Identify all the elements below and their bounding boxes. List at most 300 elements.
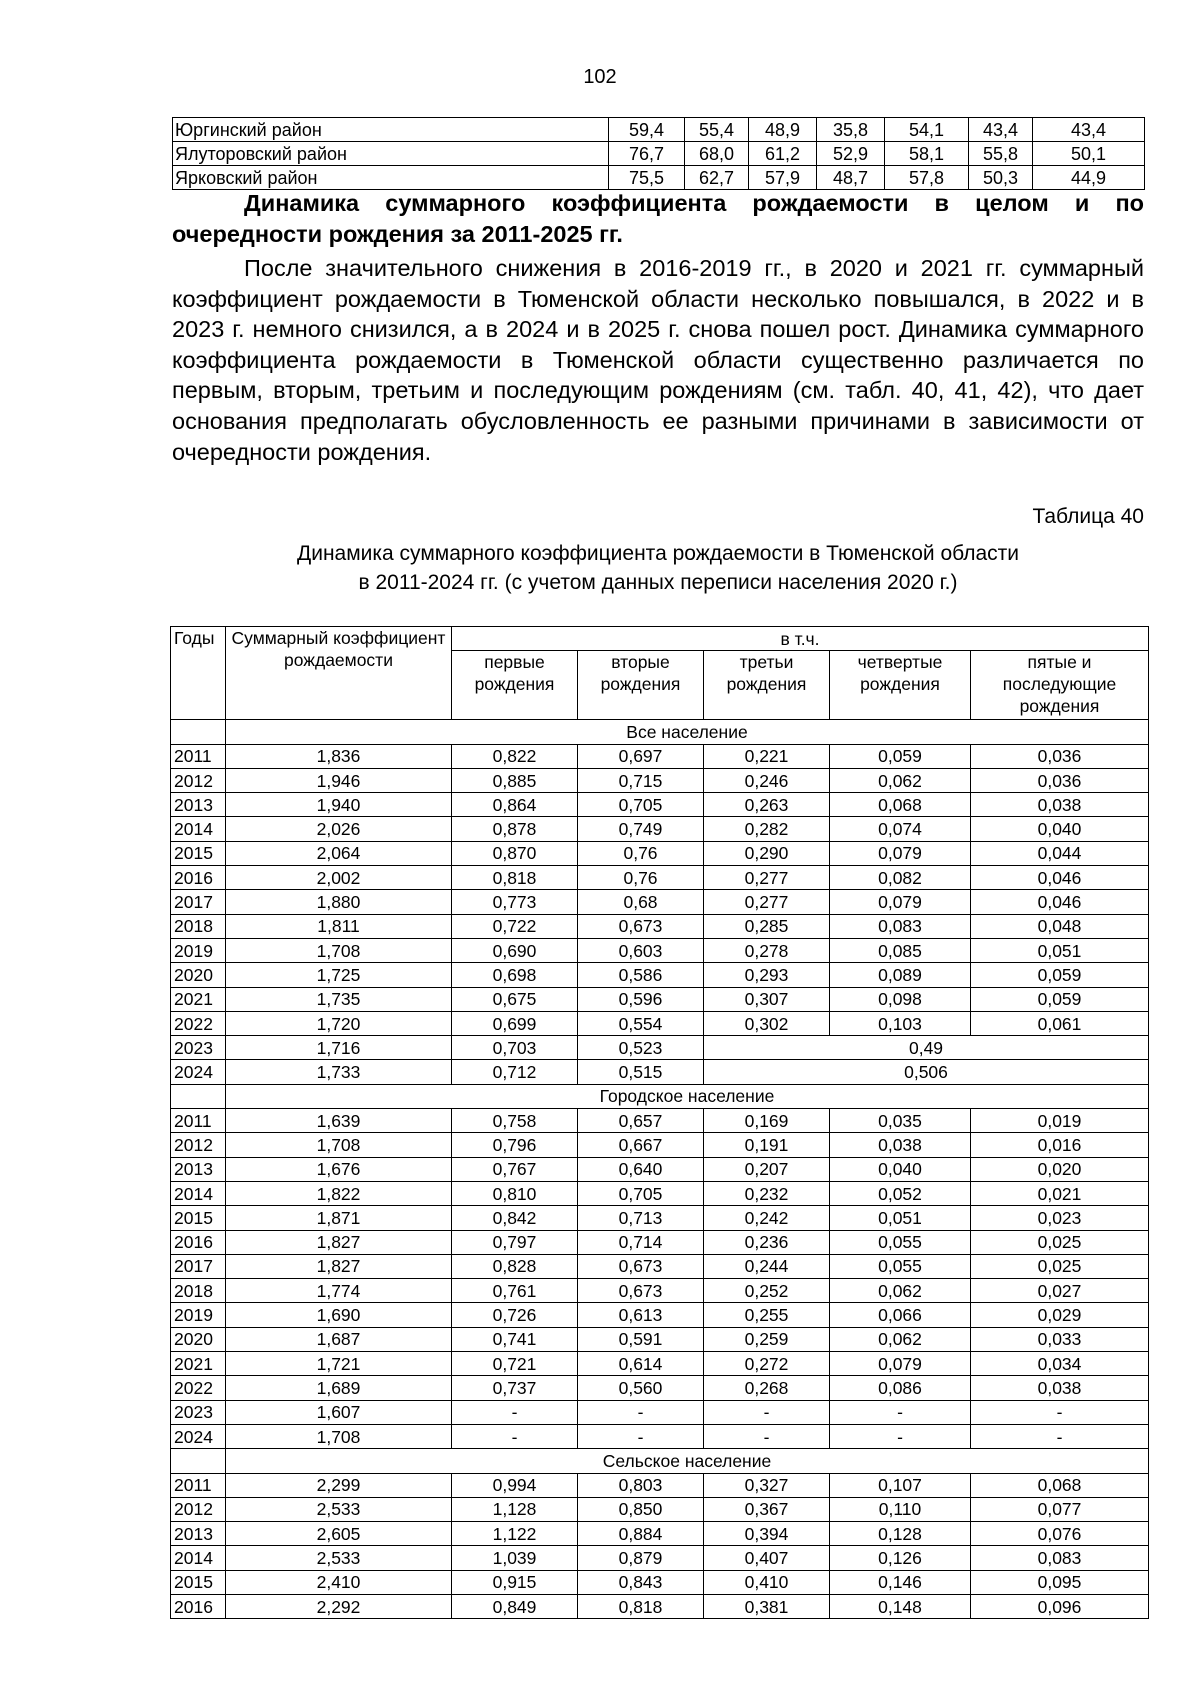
year-cell: 2019 <box>171 1303 226 1327</box>
total-cell: 1,708 <box>226 938 452 962</box>
first-cell: 0,810 <box>452 1181 578 1205</box>
second-cell: 0,560 <box>578 1376 704 1400</box>
third-cell: 0,242 <box>704 1206 830 1230</box>
first-cell: 0,797 <box>452 1230 578 1254</box>
first-cell: 0,885 <box>452 768 578 792</box>
first-cell: 0,818 <box>452 866 578 890</box>
fifth-cell: 0,020 <box>971 1157 1149 1181</box>
table-row <box>171 1279 1149 1303</box>
second-cell: - <box>578 1424 704 1448</box>
third-cell: 0,410 <box>704 1570 830 1594</box>
table-row <box>171 1376 1149 1400</box>
second-cell: 0,879 <box>578 1546 704 1570</box>
section-blank-cell <box>171 1449 226 1473</box>
table-caption <box>172 539 1144 597</box>
second-cell: 0,673 <box>578 914 704 938</box>
year-cell: 2024 <box>171 1060 226 1084</box>
third-cell: 0,381 <box>704 1594 830 1618</box>
year-cell: 2011 <box>171 1473 226 1497</box>
fourth-cell: 0,089 <box>830 963 971 987</box>
fourth-cell: - <box>830 1400 971 1424</box>
fertility-rate-table <box>170 626 1149 1619</box>
district-value: 48,7 <box>817 166 885 190</box>
district-value: 68,0 <box>685 142 749 166</box>
section-row <box>171 1084 1149 1108</box>
district-value: 76,7 <box>609 142 685 166</box>
second-cell: 0,640 <box>578 1157 704 1181</box>
year-cell: 2022 <box>171 1376 226 1400</box>
second-cell: 0,843 <box>578 1570 704 1594</box>
third-cell: 0,221 <box>704 744 830 768</box>
district-value: 57,9 <box>749 166 817 190</box>
year-cell: 2023 <box>171 1036 226 1060</box>
total-cell: 2,410 <box>226 1570 452 1594</box>
fifth-cell: 0,025 <box>971 1254 1149 1278</box>
section-title: Все население <box>226 720 1149 744</box>
table-row <box>171 1133 1149 1157</box>
total-cell: 2,299 <box>226 1473 452 1497</box>
third-cell: 0,394 <box>704 1522 830 1546</box>
first-cell: 0,698 <box>452 963 578 987</box>
total-cell: 1,725 <box>226 963 452 987</box>
total-cell: 1,607 <box>226 1400 452 1424</box>
first-cell: 0,761 <box>452 1279 578 1303</box>
year-cell: 2018 <box>171 1279 226 1303</box>
second-cell: 0,68 <box>578 890 704 914</box>
total-cell: 1,940 <box>226 793 452 817</box>
fourth-cell: 0,062 <box>830 768 971 792</box>
third-cell: - <box>704 1400 830 1424</box>
section-row <box>171 1449 1149 1473</box>
year-cell: 2024 <box>171 1424 226 1448</box>
total-cell: 2,002 <box>226 866 452 890</box>
first-cell: 0,721 <box>452 1352 578 1376</box>
table-number-label: Таблица 40 <box>1032 505 1144 528</box>
first-cell: 0,773 <box>452 890 578 914</box>
year-cell: 2023 <box>171 1400 226 1424</box>
fourth-cell: 0,051 <box>830 1206 971 1230</box>
second-cell: 0,586 <box>578 963 704 987</box>
second-cell: 0,850 <box>578 1497 704 1521</box>
fourth-cell: 0,107 <box>830 1473 971 1497</box>
year-cell: 2013 <box>171 793 226 817</box>
fourth-cell: 0,055 <box>830 1254 971 1278</box>
fourth-cell: 0,103 <box>830 1011 971 1035</box>
fifth-cell: 0,077 <box>971 1497 1149 1521</box>
fourth-cell: 0,040 <box>830 1157 971 1181</box>
total-cell: 1,690 <box>226 1303 452 1327</box>
table-row <box>171 1570 1149 1594</box>
second-cell: 0,705 <box>578 1181 704 1205</box>
fifth-cell: 0,034 <box>971 1352 1149 1376</box>
first-cell: 0,703 <box>452 1036 578 1060</box>
first-cell: 0,690 <box>452 938 578 962</box>
first-cell: 0,741 <box>452 1327 578 1351</box>
total-cell: 1,716 <box>226 1036 452 1060</box>
table-row <box>171 793 1149 817</box>
table-row <box>171 963 1149 987</box>
district-row <box>173 118 1145 142</box>
third-cell: 0,407 <box>704 1546 830 1570</box>
first-cell: 0,699 <box>452 1011 578 1035</box>
third-cell: 0,278 <box>704 938 830 962</box>
fifth-cell: 0,083 <box>971 1546 1149 1570</box>
fifth-cell: - <box>971 1400 1149 1424</box>
second-cell: 0,749 <box>578 817 704 841</box>
fifth-cell: 0,029 <box>971 1303 1149 1327</box>
total-cell: 1,733 <box>226 1060 452 1084</box>
district-value: 55,4 <box>685 118 749 142</box>
fourth-cell: 0,148 <box>830 1594 971 1618</box>
fifth-cell: 0,068 <box>971 1473 1149 1497</box>
second-cell: 0,515 <box>578 1060 704 1084</box>
third-cell: 0,236 <box>704 1230 830 1254</box>
table-row <box>171 1327 1149 1351</box>
third-cell: 0,232 <box>704 1181 830 1205</box>
table-row <box>171 768 1149 792</box>
fourth-cell: 0,098 <box>830 987 971 1011</box>
district-table <box>172 117 1145 190</box>
second-cell: 0,76 <box>578 866 704 890</box>
district-value: 43,4 <box>969 118 1033 142</box>
second-cell: 0,603 <box>578 938 704 962</box>
fourth-cell: 0,062 <box>830 1327 971 1351</box>
second-cell: 0,76 <box>578 841 704 865</box>
fourth-cell: 0,126 <box>830 1546 971 1570</box>
year-cell: 2012 <box>171 768 226 792</box>
table-row <box>171 1206 1149 1230</box>
second-cell: 0,673 <box>578 1254 704 1278</box>
fourth-cell: 0,074 <box>830 817 971 841</box>
year-cell: 2012 <box>171 1133 226 1157</box>
year-cell: 2017 <box>171 890 226 914</box>
second-cell: 0,715 <box>578 768 704 792</box>
year-cell: 2012 <box>171 1497 226 1521</box>
district-row <box>173 166 1145 190</box>
total-cell: 1,880 <box>226 890 452 914</box>
fourth-cell: 0,038 <box>830 1133 971 1157</box>
fourth-cell: 0,128 <box>830 1522 971 1546</box>
fifth-cell: 0,076 <box>971 1522 1149 1546</box>
fifth-cell: 0,040 <box>971 817 1149 841</box>
third-cell: 0,252 <box>704 1279 830 1303</box>
total-cell: 1,639 <box>226 1109 452 1133</box>
fifth-cell: 0,023 <box>971 1206 1149 1230</box>
fifth-cell: 0,038 <box>971 793 1149 817</box>
year-cell: 2018 <box>171 914 226 938</box>
year-cell: 2015 <box>171 841 226 865</box>
fourth-cell: 0,062 <box>830 1279 971 1303</box>
second-cell: 0,596 <box>578 987 704 1011</box>
third-cell: 0,259 <box>704 1327 830 1351</box>
second-cell: 0,673 <box>578 1279 704 1303</box>
section-blank-cell <box>171 720 226 744</box>
first-cell: 0,864 <box>452 793 578 817</box>
first-cell: 1,128 <box>452 1497 578 1521</box>
year-cell: 2014 <box>171 1181 226 1205</box>
third-cell: 0,272 <box>704 1352 830 1376</box>
fifth-cell: 0,036 <box>971 744 1149 768</box>
table-row <box>171 1352 1149 1376</box>
header-first-births: первые рождения <box>452 651 578 720</box>
fifth-cell: 0,046 <box>971 866 1149 890</box>
header-including: в т.ч. <box>452 627 1149 651</box>
second-cell: 0,714 <box>578 1230 704 1254</box>
first-cell: 0,712 <box>452 1060 578 1084</box>
year-cell: 2020 <box>171 1327 226 1351</box>
year-cell: 2016 <box>171 1230 226 1254</box>
table-row <box>171 987 1149 1011</box>
table-row <box>171 817 1149 841</box>
total-cell: 1,735 <box>226 987 452 1011</box>
district-value: 54,1 <box>885 118 969 142</box>
fourth-cell: 0,055 <box>830 1230 971 1254</box>
fifth-cell: 0,059 <box>971 963 1149 987</box>
year-cell: 2021 <box>171 1352 226 1376</box>
fourth-cell: 0,079 <box>830 1352 971 1376</box>
fifth-cell: 0,044 <box>971 841 1149 865</box>
second-cell: 0,591 <box>578 1327 704 1351</box>
fourth-cell: 0,082 <box>830 866 971 890</box>
total-cell: 1,689 <box>226 1376 452 1400</box>
header-years: Годы <box>171 627 226 720</box>
fourth-cell: 0,052 <box>830 1181 971 1205</box>
second-cell: 0,697 <box>578 744 704 768</box>
year-cell: 2020 <box>171 963 226 987</box>
header-fourth-births: четвертые рождения <box>830 651 971 720</box>
third-cell: 0,277 <box>704 890 830 914</box>
fourth-cell: 0,083 <box>830 914 971 938</box>
total-cell: 2,026 <box>226 817 452 841</box>
third-cell: 0,282 <box>704 817 830 841</box>
fifth-cell: 0,036 <box>971 768 1149 792</box>
third-cell: 0,293 <box>704 963 830 987</box>
table-caption-line-2: в 2011-2024 гг. (с учетом данных переписи населения 2020 г.) <box>358 571 958 594</box>
second-cell: 0,705 <box>578 793 704 817</box>
fifth-cell: 0,021 <box>971 1181 1149 1205</box>
table-row <box>171 1036 1149 1060</box>
fifth-cell: 0,095 <box>971 1570 1149 1594</box>
table-row <box>171 1109 1149 1133</box>
year-cell: 2021 <box>171 987 226 1011</box>
header-third-births: третьи рождения <box>704 651 830 720</box>
third-cell: 0,277 <box>704 866 830 890</box>
fourth-cell: 0,110 <box>830 1497 971 1521</box>
table-header-row-1 <box>171 627 1149 651</box>
body-paragraph: После значительного снижения в 2016-2019 гг., в 2020 и 2021 гг. суммарный коэффициент рождаемости в Тюменской области несколько повышался, в 2022 и в 2023 г. немного снизился, а в 2024 и в 2025 г. снова пошел рост. Динамика суммарного коэффициента рождаемости в Тюменской области существенно различается по первым, вторым, третьим и последующим рождениям (см. табл. 40, 41, 42), что дает основания предполагать обусловленность ее разными причинами в зависимости от очередности рождения. <box>172 255 1144 465</box>
table-row <box>171 1060 1149 1084</box>
first-cell: 0,675 <box>452 987 578 1011</box>
third-cell: 0,268 <box>704 1376 830 1400</box>
total-cell: 2,605 <box>226 1522 452 1546</box>
fifth-cell: 0,016 <box>971 1133 1149 1157</box>
second-cell: 0,818 <box>578 1594 704 1618</box>
district-value: 50,3 <box>969 166 1033 190</box>
table-caption-line-1: Динамика суммарного коэффициента рождаемости в Тюменской области <box>297 542 1019 565</box>
total-cell: 2,533 <box>226 1546 452 1570</box>
total-cell: 1,811 <box>226 914 452 938</box>
fifth-cell: 0,019 <box>971 1109 1149 1133</box>
fifth-cell: 0,027 <box>971 1279 1149 1303</box>
third-cell: 0,255 <box>704 1303 830 1327</box>
section-blank-cell <box>171 1084 226 1108</box>
fourth-cell: 0,068 <box>830 793 971 817</box>
total-cell: 1,946 <box>226 768 452 792</box>
second-cell: - <box>578 1400 704 1424</box>
second-cell: 0,713 <box>578 1206 704 1230</box>
district-value: 61,2 <box>749 142 817 166</box>
first-cell: 0,726 <box>452 1303 578 1327</box>
total-cell: 2,064 <box>226 841 452 865</box>
district-value: 35,8 <box>817 118 885 142</box>
header-second-births: вторые рождения <box>578 651 704 720</box>
first-cell: 1,039 <box>452 1546 578 1570</box>
first-cell: 0,828 <box>452 1254 578 1278</box>
second-cell: 0,667 <box>578 1133 704 1157</box>
third-cell: 0,290 <box>704 841 830 865</box>
fifth-cell: 0,046 <box>971 890 1149 914</box>
total-cell: 1,720 <box>226 1011 452 1035</box>
year-cell: 2017 <box>171 1254 226 1278</box>
table-row <box>171 1254 1149 1278</box>
district-name: Юргинский район <box>173 118 609 142</box>
table-row <box>171 1011 1149 1035</box>
section-heading: Динамика суммарного коэффициента рождаемости в целом и по очередности рождения за 2011-2025 гг. <box>172 190 1144 247</box>
first-cell: 1,122 <box>452 1522 578 1546</box>
first-cell: - <box>452 1400 578 1424</box>
fifth-cell: 0,096 <box>971 1594 1149 1618</box>
third-cell: 0,285 <box>704 914 830 938</box>
first-cell: 0,842 <box>452 1206 578 1230</box>
fourth-cell: 0,066 <box>830 1303 971 1327</box>
district-value: 43,4 <box>1033 118 1145 142</box>
year-cell: 2015 <box>171 1570 226 1594</box>
district-value: 52,9 <box>817 142 885 166</box>
first-cell: 0,758 <box>452 1109 578 1133</box>
second-cell: 0,614 <box>578 1352 704 1376</box>
total-cell: 1,836 <box>226 744 452 768</box>
table-row <box>171 1181 1149 1205</box>
fourth-cell: 0,035 <box>830 1109 971 1133</box>
third-cell: 0,307 <box>704 987 830 1011</box>
third-cell: 0,263 <box>704 793 830 817</box>
year-cell: 2015 <box>171 1206 226 1230</box>
merged-third-plus-cell: 0,49 <box>704 1036 1149 1060</box>
total-cell: 1,708 <box>226 1133 452 1157</box>
first-cell: 0,737 <box>452 1376 578 1400</box>
total-cell: 1,827 <box>226 1230 452 1254</box>
first-cell: 0,822 <box>452 744 578 768</box>
table-row <box>171 841 1149 865</box>
table-row <box>171 744 1149 768</box>
total-cell: 1,827 <box>226 1254 452 1278</box>
third-cell: - <box>704 1424 830 1448</box>
total-cell: 2,533 <box>226 1497 452 1521</box>
district-value: 59,4 <box>609 118 685 142</box>
table-row <box>171 1157 1149 1181</box>
second-cell: 0,803 <box>578 1473 704 1497</box>
year-cell: 2019 <box>171 938 226 962</box>
merged-third-plus-cell: 0,506 <box>704 1060 1149 1084</box>
fourth-cell: 0,086 <box>830 1376 971 1400</box>
table-row <box>171 1230 1149 1254</box>
year-cell: 2013 <box>171 1157 226 1181</box>
fourth-cell: 0,079 <box>830 890 971 914</box>
third-cell: 0,327 <box>704 1473 830 1497</box>
total-cell: 1,676 <box>226 1157 452 1181</box>
district-value: 55,8 <box>969 142 1033 166</box>
year-cell: 2014 <box>171 1546 226 1570</box>
district-value: 50,1 <box>1033 142 1145 166</box>
second-cell: 0,523 <box>578 1036 704 1060</box>
year-cell: 2014 <box>171 817 226 841</box>
first-cell: 0,870 <box>452 841 578 865</box>
second-cell: 0,884 <box>578 1522 704 1546</box>
first-cell: 0,796 <box>452 1133 578 1157</box>
third-cell: 0,207 <box>704 1157 830 1181</box>
first-cell: 0,878 <box>452 817 578 841</box>
fifth-cell: 0,048 <box>971 914 1149 938</box>
table-row <box>171 914 1149 938</box>
fifth-cell: 0,059 <box>971 987 1149 1011</box>
year-cell: 2011 <box>171 744 226 768</box>
page-number: 102 <box>583 66 617 88</box>
total-cell: 1,708 <box>226 1424 452 1448</box>
fifth-cell: 0,051 <box>971 938 1149 962</box>
first-cell: - <box>452 1424 578 1448</box>
table-row <box>171 938 1149 962</box>
fifth-cell: 0,025 <box>971 1230 1149 1254</box>
third-cell: 0,302 <box>704 1011 830 1035</box>
fifth-cell: - <box>971 1424 1149 1448</box>
total-cell: 1,822 <box>226 1181 452 1205</box>
table-row <box>171 1473 1149 1497</box>
third-cell: 0,191 <box>704 1133 830 1157</box>
fifth-cell: 0,033 <box>971 1327 1149 1351</box>
district-name: Ярковский район <box>173 166 609 190</box>
total-cell: 2,292 <box>226 1594 452 1618</box>
district-value: 58,1 <box>885 142 969 166</box>
first-cell: 0,915 <box>452 1570 578 1594</box>
total-cell: 1,687 <box>226 1327 452 1351</box>
third-cell: 0,244 <box>704 1254 830 1278</box>
table-row <box>171 1497 1149 1521</box>
header-fifth-births: пятые и последующие рождения <box>971 651 1149 720</box>
table-row <box>171 1400 1149 1424</box>
district-value: 62,7 <box>685 166 749 190</box>
district-value: 75,5 <box>609 166 685 190</box>
third-cell: 0,246 <box>704 768 830 792</box>
first-cell: 0,767 <box>452 1157 578 1181</box>
year-cell: 2013 <box>171 1522 226 1546</box>
table-row <box>171 1303 1149 1327</box>
fifth-cell: 0,061 <box>971 1011 1149 1035</box>
district-value: 57,8 <box>885 166 969 190</box>
section-title: Городское население <box>226 1084 1149 1108</box>
district-name: Ялуторовский район <box>173 142 609 166</box>
section-row <box>171 720 1149 744</box>
year-cell: 2022 <box>171 1011 226 1035</box>
table-row <box>171 1546 1149 1570</box>
district-value: 48,9 <box>749 118 817 142</box>
table-row <box>171 866 1149 890</box>
year-cell: 2011 <box>171 1109 226 1133</box>
fourth-cell: - <box>830 1424 971 1448</box>
fourth-cell: 0,059 <box>830 744 971 768</box>
table-row <box>171 1594 1149 1618</box>
district-row <box>173 142 1145 166</box>
table-row <box>171 890 1149 914</box>
